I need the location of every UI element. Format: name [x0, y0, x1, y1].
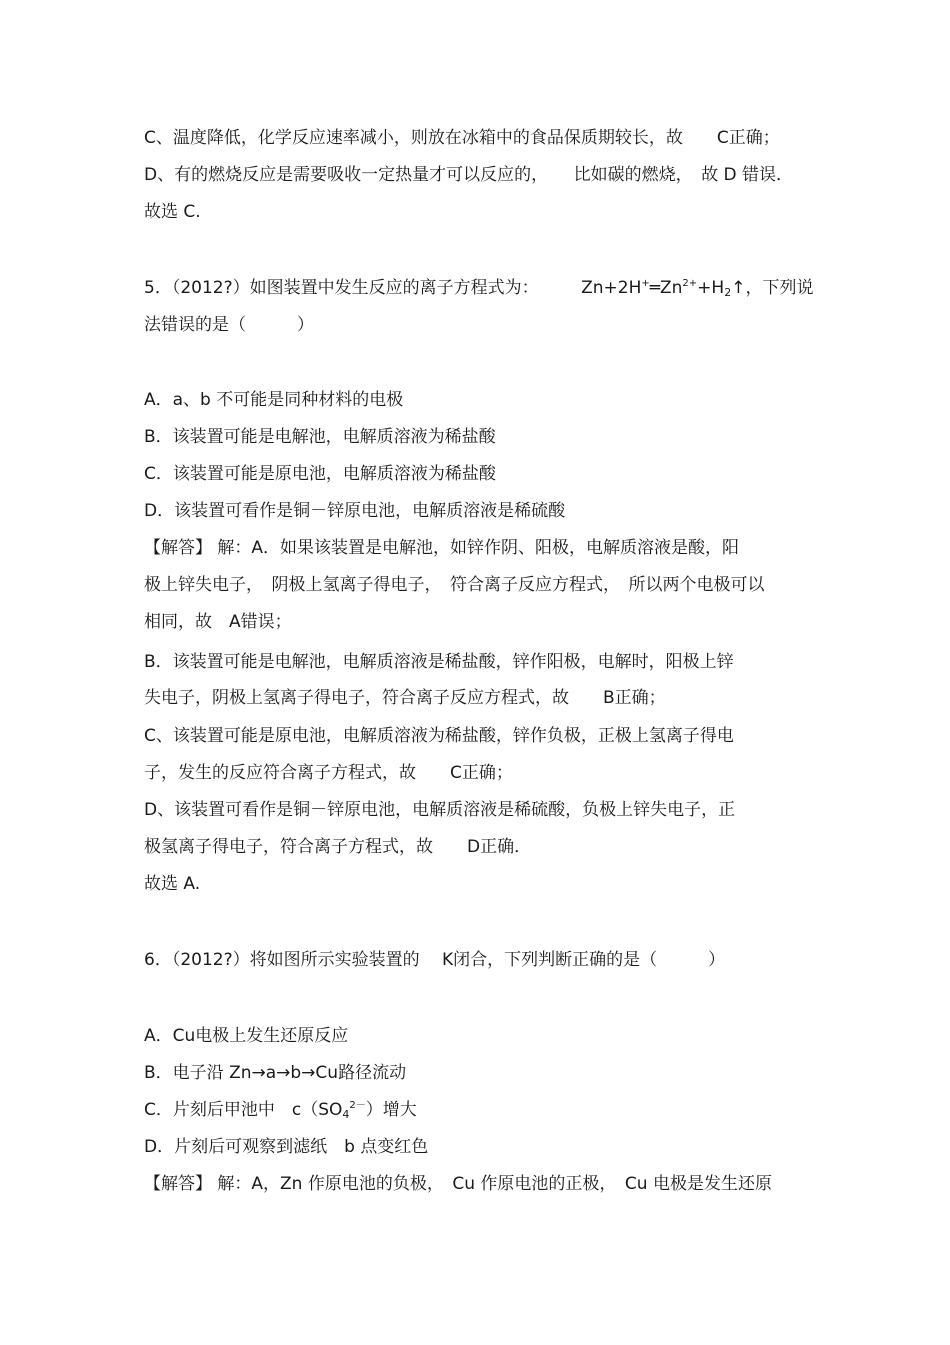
- answer-line: 【解答】 解：A，Zn 作原电池的负极， Cu 作原电池的正极， Cu 电极是发生还原: [144, 1174, 772, 1194]
- answer-line: 极氢离子得电子，符合离子方程式，故 D正确．: [144, 837, 532, 857]
- option-c: C．该装置可能是原电池，电解质溶液为稀盐酸: [144, 464, 496, 484]
- option-text: ）增大: [365, 1100, 417, 1120]
- answer-line: 失电子，阴极上氢离子得电子，符合离子反应方程式，故 B正确；: [144, 688, 666, 708]
- charge-superscript: 2－: [349, 1100, 366, 1111]
- question-5-stem: [144, 277, 813, 299]
- answer-line: D、该装置可看作是铜－锌原电池，电解质溶液是稀硫酸，负极上锌失电子，正: [144, 800, 736, 820]
- option-c-explanation: C、温度降低，化学反应速率减小，则放在冰箱中的食品保质期较长，故 C正确；: [144, 128, 780, 148]
- option-d-explanation: D、有的燃烧反应是需要吸收一定热量才可以反应的， 比如碳的燃烧， 故 D 错误．: [144, 165, 793, 185]
- option-a: A．Cu电极上发生还原反应: [144, 1026, 349, 1046]
- answer-line: C、该装置可能是原电池，电解质溶液为稀盐酸，锌作负极，正极上氢离子得电: [144, 726, 734, 746]
- final-choice: 故选 A.: [144, 874, 201, 894]
- question-5-stem-line2: 法错误的是（ ）: [144, 315, 314, 335]
- subscript: 2: [724, 286, 732, 299]
- stem-text: ↑，下列说: [731, 278, 814, 298]
- stem-text: +H: [697, 278, 725, 298]
- option-d: D．该装置可看作是铜－锌原电池，电解质溶液是稀硫酸: [144, 501, 566, 521]
- question-6-stem: 6．（2012?）将如图所示实验装置的 K闭合，下列判断正确的是（ ）: [144, 950, 726, 970]
- stem-text: ═Zn: [649, 278, 683, 298]
- final-choice: 故选 C.: [144, 202, 201, 222]
- answer-line: 【解答】 解：A．如果该装置是电解池，如锌作阴、阳极，电解质溶液是酸，阳: [144, 538, 740, 558]
- option-d: D．片刻后可观察到滤纸 b 点变红色: [144, 1137, 429, 1157]
- option-b: B．电子沿 Zn→a→b→Cu路径流动: [144, 1063, 407, 1083]
- answer-line: 相同，故 A错误；: [144, 612, 292, 632]
- option-c: [144, 1099, 417, 1121]
- answer-line: 极上锌失电子， 阴极上氢离子得电子， 符合离子反应方程式， 所以两个电极可以: [144, 575, 765, 595]
- answer-line: 子，发生的反应符合离子方程式，故 C正确；: [144, 763, 513, 783]
- option-text: C．片刻后甲池中 c（SO: [144, 1100, 343, 1120]
- charge-superscript: 2+: [682, 278, 698, 289]
- option-b: B．该装置可能是电解池，电解质溶液为稀盐酸: [144, 427, 496, 447]
- subscript: 4: [342, 1108, 350, 1121]
- charge-superscript: +: [641, 278, 650, 289]
- option-a: A．a、b 不可能是同种材料的电极: [144, 390, 404, 410]
- answer-line: B．该装置可能是电解池，电解质溶液是稀盐酸，锌作阳极，电解时，阳极上锌: [144, 652, 734, 672]
- stem-text: 5．（2012?）如图装置中发生反应的离子方程式为： Zn+2H: [144, 278, 642, 298]
